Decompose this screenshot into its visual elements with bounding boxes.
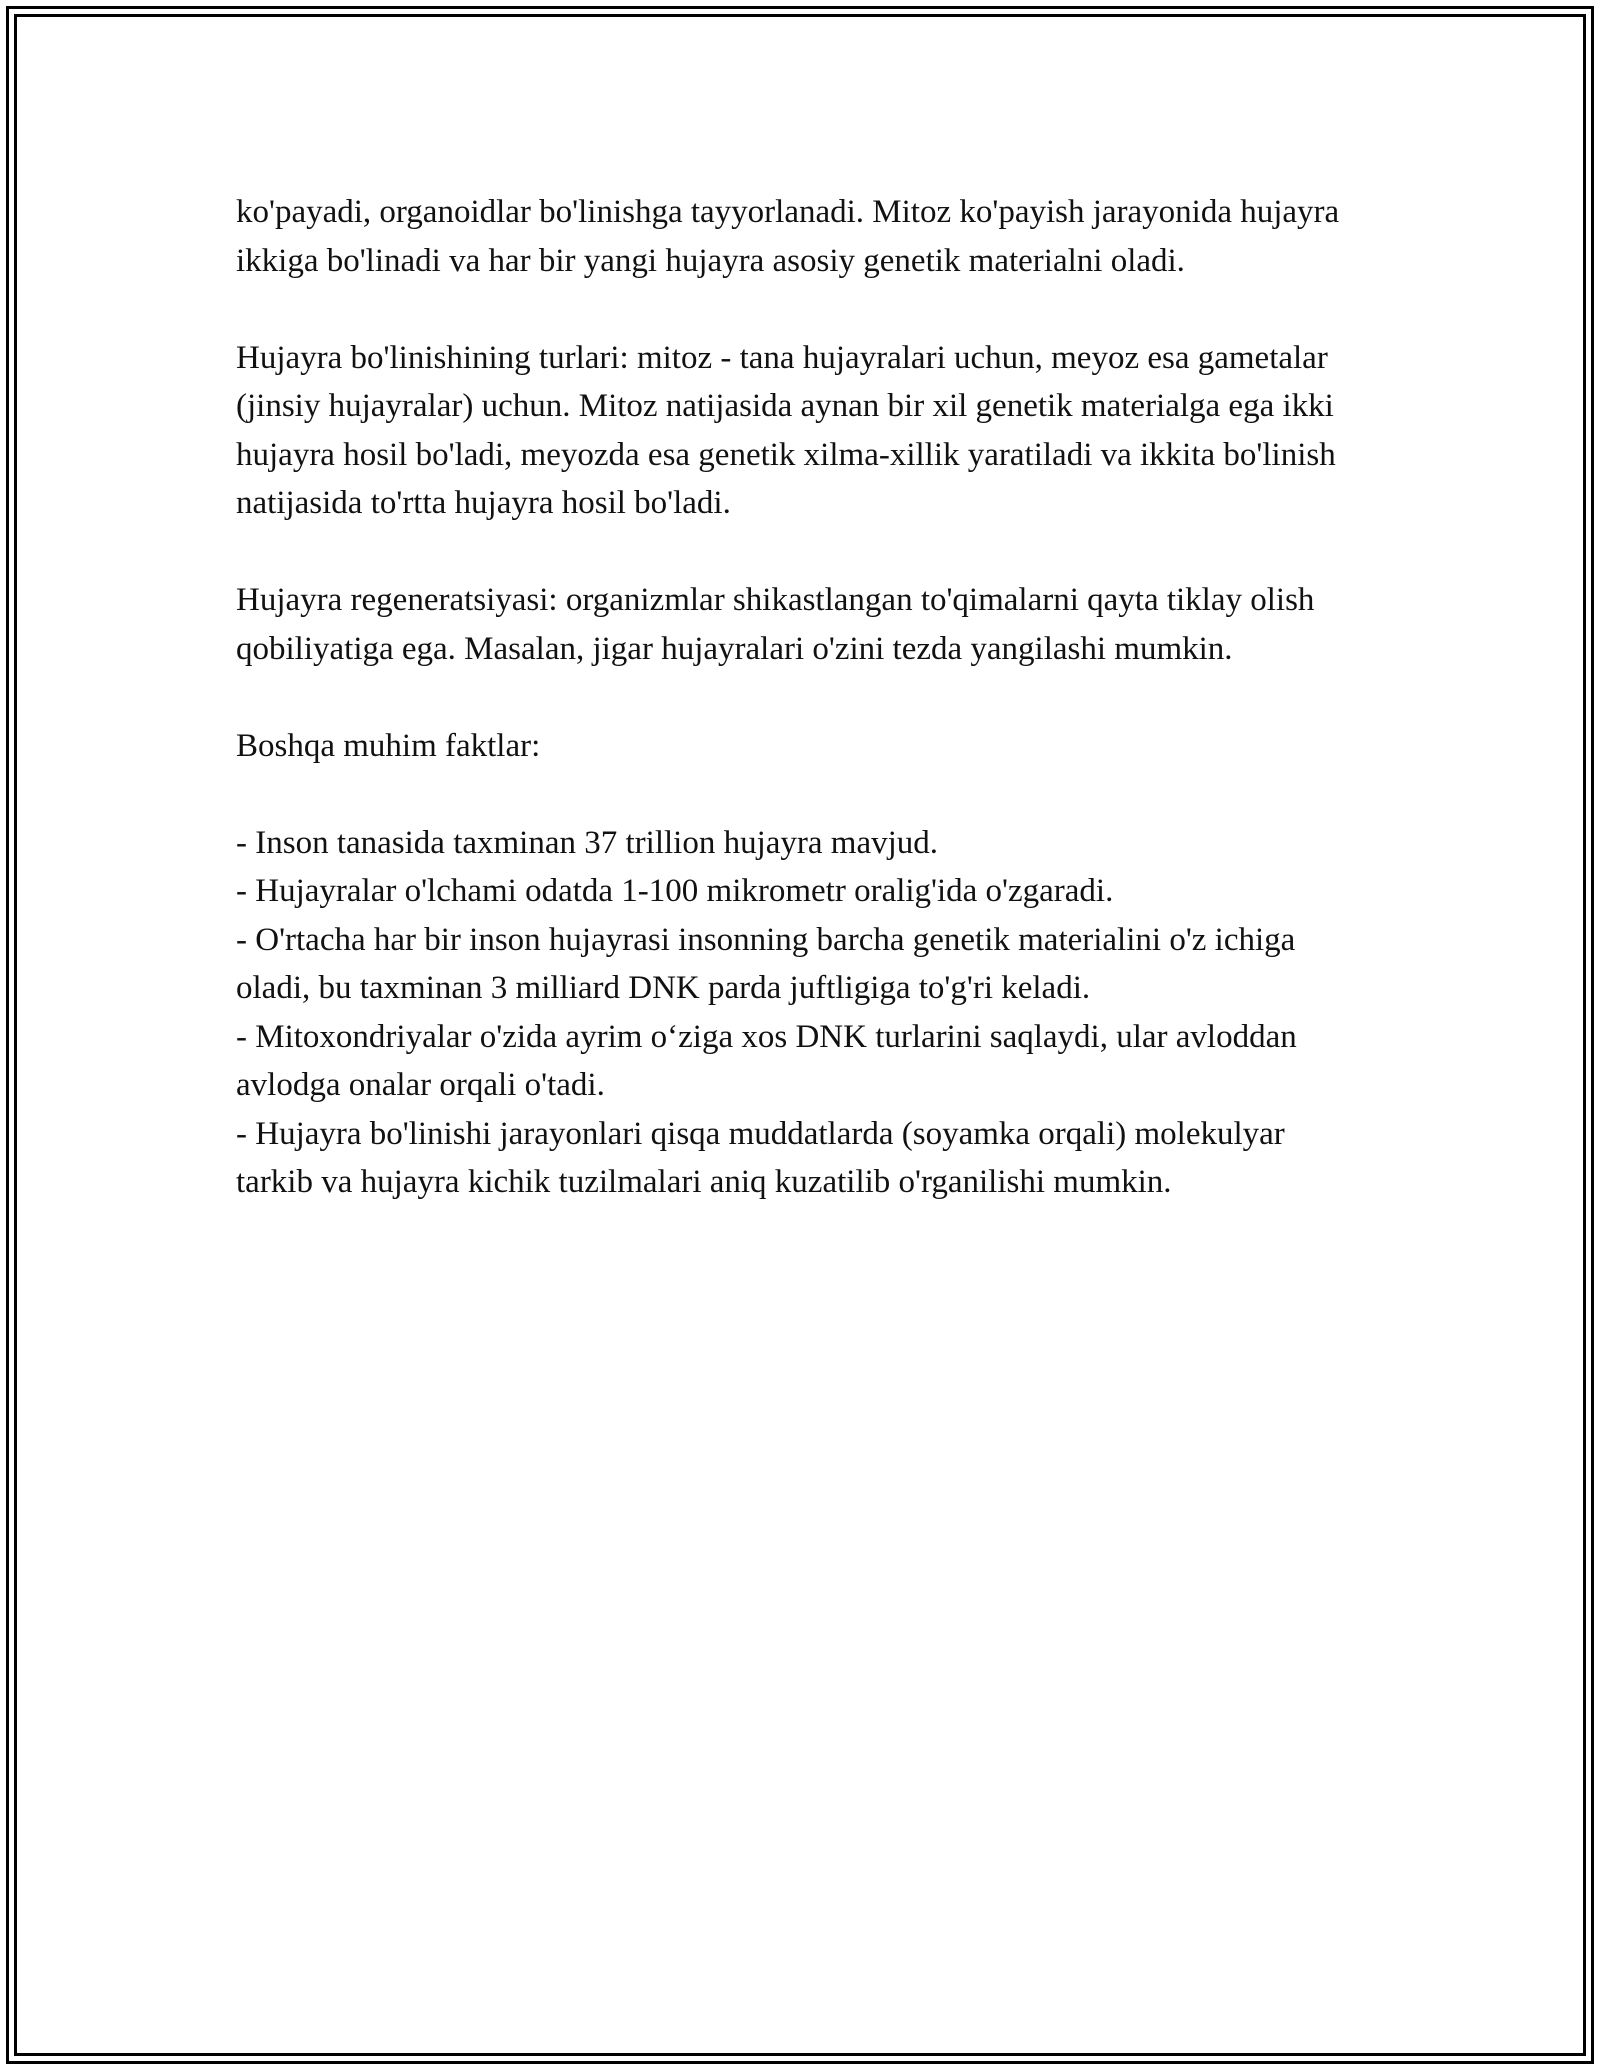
paragraph-division-types: Hujayra bo'linishining turlari: mitoz - tana hujayralari uchun, meyoz esa gametalar (jinsiy hujayralar) uchun. Mitoz natijasida aynan bir xil genetik materialga ega ikki hujayra hosil bo'ladi, meyozda esa genetik xilma-xillik yaratiladi va ikkita bo'linish natijasida to'rtta hujayra hosil bo'ladi. — [236, 339, 1336, 521]
list-item: - O'rtacha har bir inson hujayrasi insonning barcha genetik materialini o'z ichiga oladi, bu taxminan 3 milliard DNK parda juftligiga to'g'ri keladi. — [236, 921, 1296, 1006]
list-item: - Hujayra bo'linishi jarayonlari qisqa muddatlarda (soyamka orqali) molekulyar tarkib va hujayra kichik tuzilmalari aniq kuzatilib o'rganilishi mumkin. — [236, 1115, 1285, 1200]
paragraph-regeneration: Hujayra regeneratsiyasi: organizmlar shikastlangan to'qimalarni qayta tiklay olish qobiliyatiga ega. Masalan, jigar hujayralari o'zini tezda yangilashi mumkin. — [236, 582, 1315, 667]
paragraph-facts-heading: Boshqa muhim faktlar: — [236, 727, 541, 764]
paragraph-mitosis-intro: ko'payadi, organoidlar bo'linishga tayyorlanadi. Mitoz ko'payish jarayonida hujayra ikkiga bo'linadi va har bir yangi hujayra asosiy genetik materialni oladi. — [236, 194, 1340, 279]
facts-list — [236, 819, 1366, 1207]
list-item: - Mitoxondriyalar o'zida ayrim o‘ziga xos DNK turlarini saqlaydi, ular avloddan avlodga onalar orqali o'tadi. — [236, 1018, 1297, 1103]
list-item: - Hujayralar o'lchami odatda 1-100 mikrometr oralig'ida o'zgaradi. — [236, 873, 1114, 909]
list-item: - Inson tanasida taxminan 37 trillion hujayra mavjud. — [236, 824, 939, 861]
document-body — [236, 188, 1366, 1207]
